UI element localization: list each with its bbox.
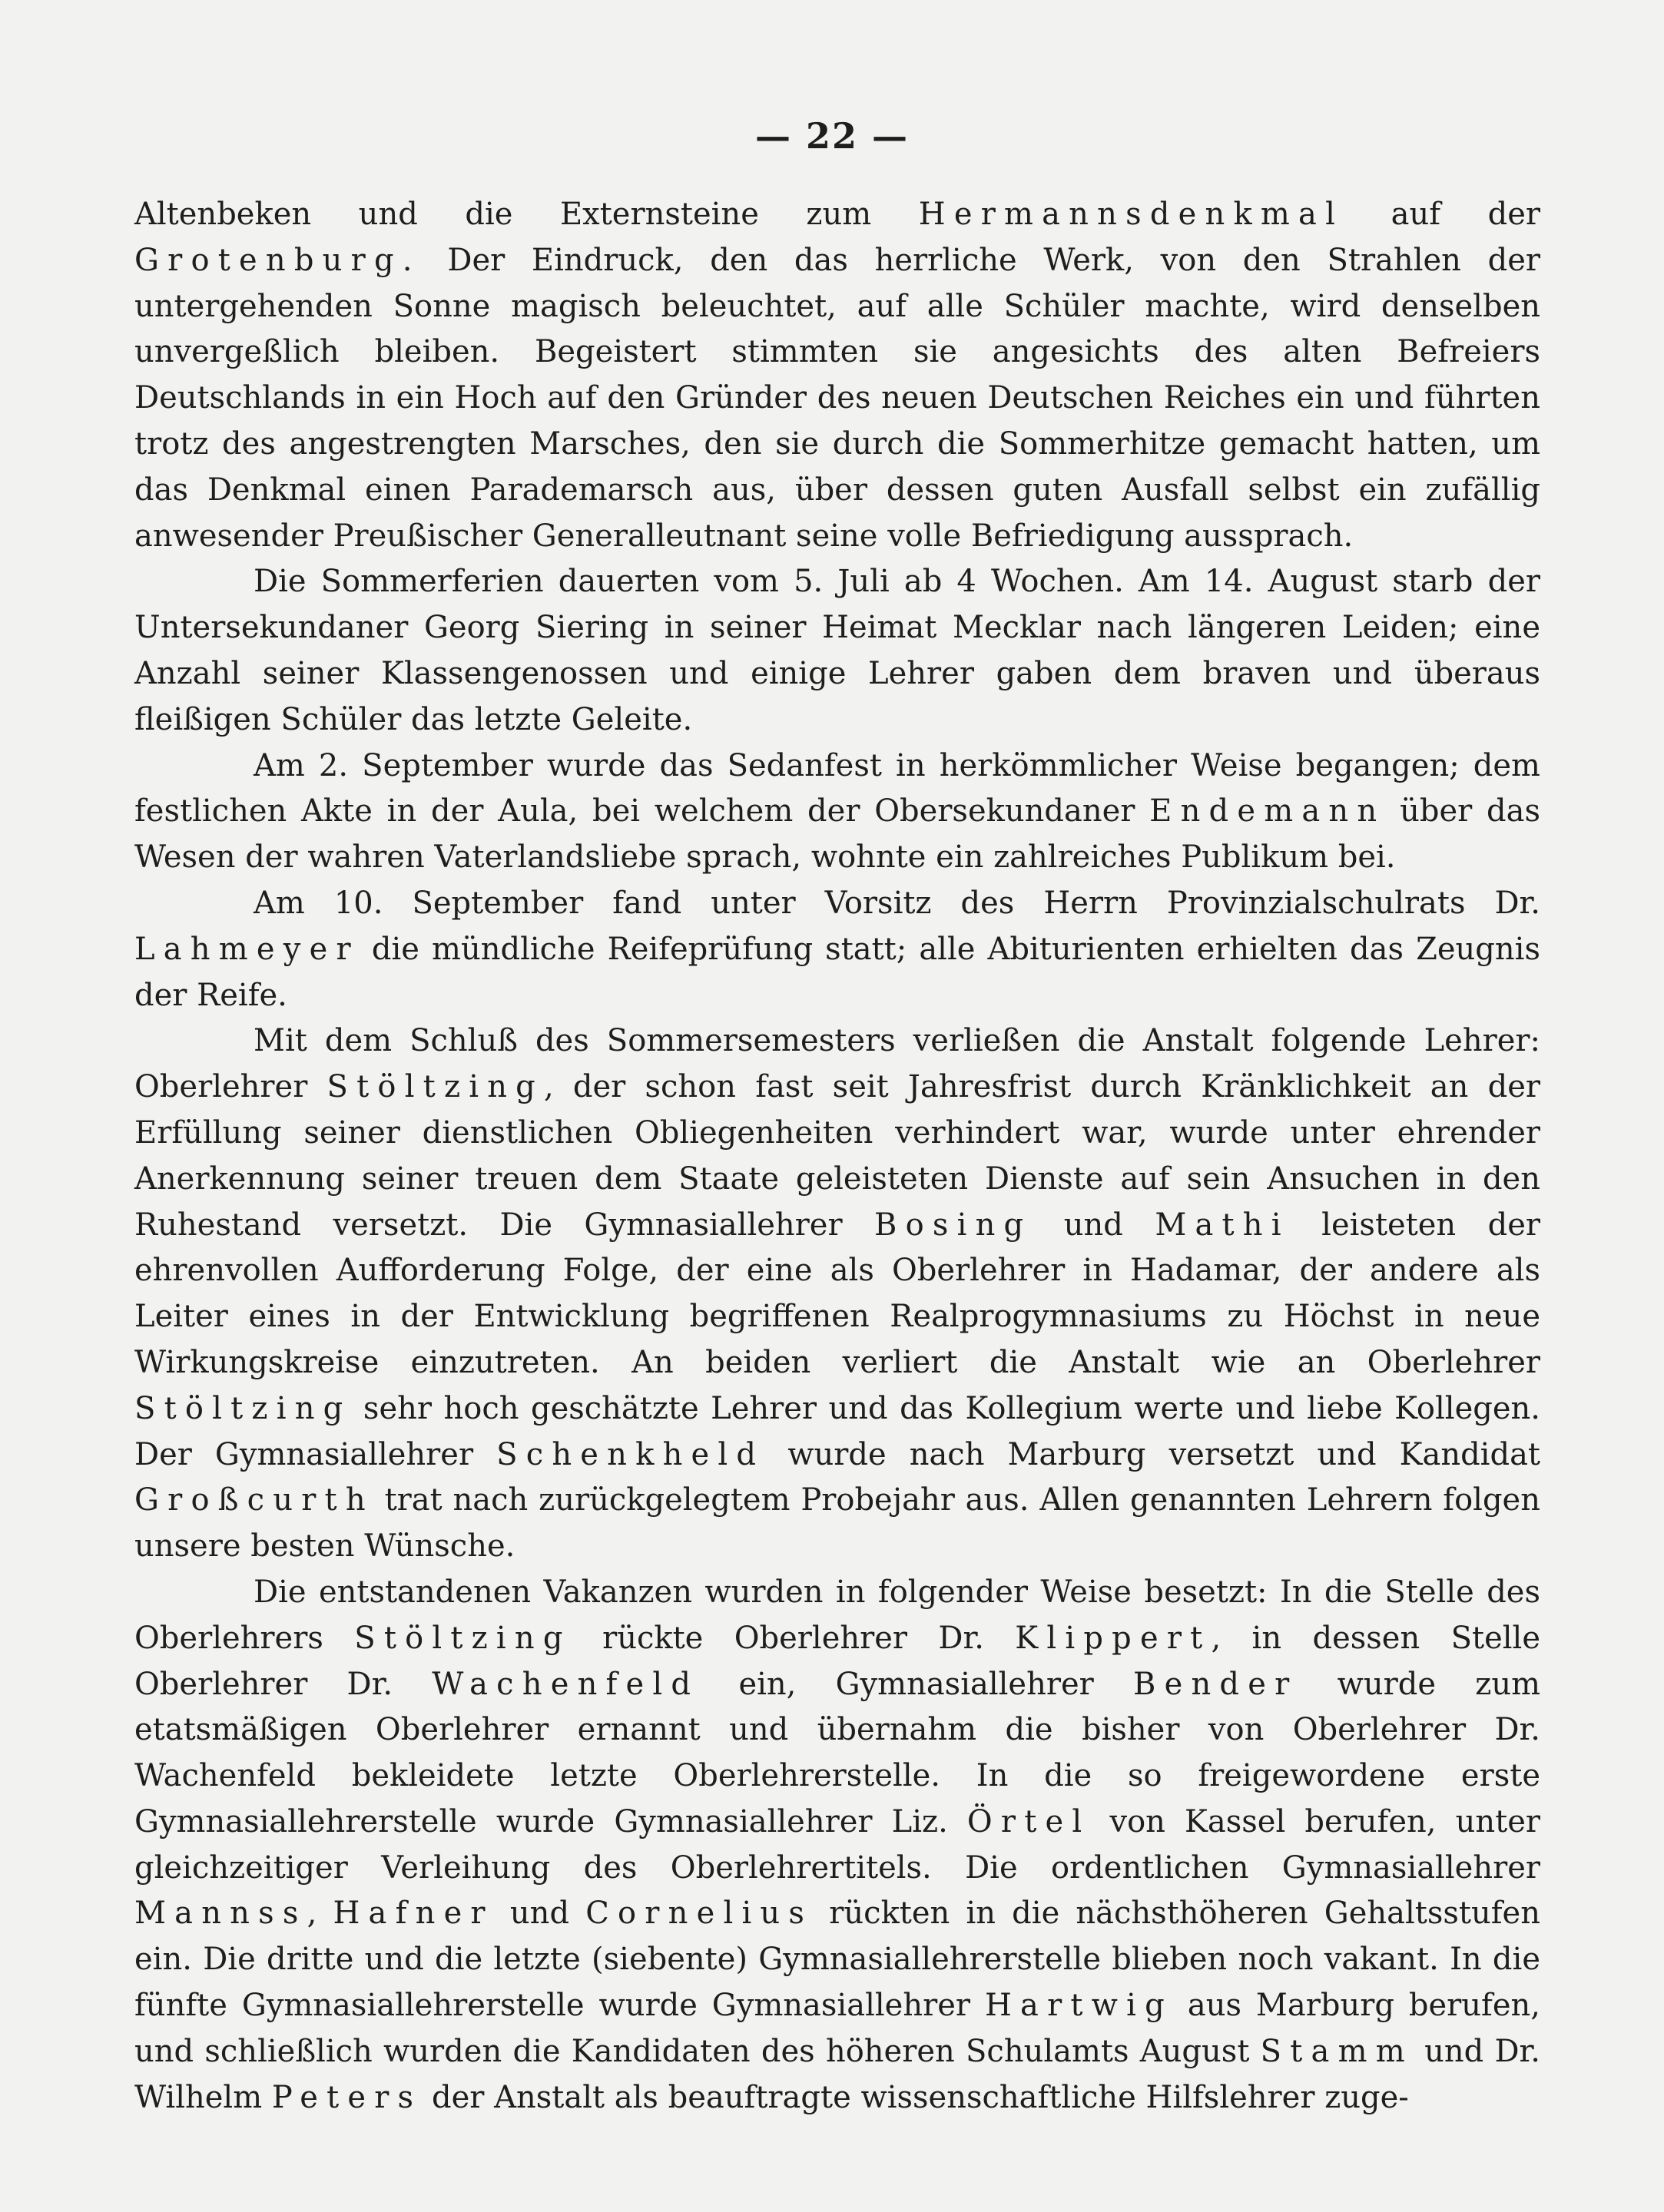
spaced-name: Bosing	[874, 1207, 1033, 1243]
text-run: Die entstandenen Vakanzen wurden in folgender Weise besetzt: In die Stelle des Oberlehrers	[134, 1574, 1540, 1656]
text-run: Altenbeken und die Externsteine zum	[134, 197, 919, 232]
spaced-name: Hafner	[333, 1896, 494, 1932]
spaced-name: Grotenburg.	[134, 242, 421, 278]
text-run: von Kassel berufen, unter gleichzeitiger Verleihung des Oberlehrertitels. Die ordentlichen Gymnasiallehrer	[134, 1803, 1540, 1886]
text-run: ein, Gymnasiallehrer	[699, 1666, 1133, 1702]
text-run: der Anstalt als beauftragte wissenschaftliche Hilfslehrer zuge-	[422, 2079, 1409, 2115]
paragraph	[134, 743, 1540, 881]
spaced-name: Stöltzing	[354, 1620, 572, 1656]
paragraph	[134, 1018, 1540, 1570]
page-number: — 22 —	[754, 115, 910, 157]
paragraph	[134, 559, 1540, 743]
text-run: über das Wesen der wahren Vaterlandsliebe sprach, wohnte ein zahlreiches Publikum bei.	[134, 793, 1541, 876]
text-run: und Dr. Wilhelm	[134, 2033, 1540, 2115]
spaced-name: Peters	[271, 2079, 423, 2115]
text-run: leisteten der ehrenvollen Aufforderung Folge, der eine als Oberlehrer in Hadamar, der andere als Leiter eines in der Entwicklung begriffenen Realprogymnasiums zu Höchst in neue Wirkungskreise einzutreten. An beiden verliert die Anstalt wie an Oberlehrer	[134, 1207, 1540, 1380]
text-run: , in dessen Stelle Oberlehrer Dr.	[134, 1620, 1540, 1702]
spaced-name: Bender	[1133, 1666, 1298, 1702]
spaced-name: Endemann	[1149, 793, 1386, 830]
text-run: und	[493, 1896, 586, 1932]
text-run: Am 2. September wurde das Sedanfest in herkömmlicher Weise begangen; dem festlichen Akte in der Aula, bei welchem der Obersekundaner	[134, 747, 1540, 830]
spaced-name: Großcurth	[134, 1482, 374, 1518]
spaced-name: Lahmeyer	[134, 931, 360, 967]
spaced-name: Örtel	[966, 1803, 1091, 1839]
text-run: Die Sommerferien dauerten vom 5. Juli ab 4 Wochen. Am 14. August starb der Untersekundaner Georg Siering in seiner Heimat Mecklar nach längeren Leiden; eine Anzahl seiner Klassengenossen und einige Lehrer gaben dem braven und überaus fleißigen Schüler das letzte Geleite.	[134, 564, 1540, 737]
text-run: und	[1032, 1207, 1155, 1243]
text-run: Mit dem Schluß des Sommersemesters verließen die Anstalt folgende Lehrer: Oberlehrer	[134, 1023, 1540, 1105]
spaced-name: Klippert	[1015, 1620, 1212, 1656]
text-run: trat nach zurückgelegtem Probejahr aus. Allen genannten Lehrern folgen unsere besten Wünsche.	[134, 1482, 1540, 1565]
paragraph	[134, 881, 1540, 1018]
spaced-name: Mannss	[134, 1896, 307, 1932]
spaced-name: Mathi	[1155, 1207, 1290, 1243]
text-run: ,	[307, 1896, 333, 1932]
text-run: wurde zum etatsmäßigen Oberlehrer ernannt und übernahm die bisher von Oberlehrer Dr. Wachenfeld bekleidete letzte Oberlehrerstelle. In die so freigewordene erste Gymnasiallehrerstelle wurde Gymnasiallehrer Liz.	[134, 1666, 1541, 1839]
spaced-name: Stöltzing	[327, 1069, 544, 1105]
text-run: Der Eindruck, den das herrliche Werk, von den Strahlen der untergehenden Sonne magisch beleuchtet, auf alle Schüler machte, wird denselben unvergeßlich bleiben. Begeistert stimmten sie angesichts des alten Befreiers Deutschlands in ein Hoch auf den Gründer des neuen Deutschen Reiches ein und führten trotz des angestrengten Marsches, den sie durch die Sommerhitze gemacht hatten, um das Denkmal einen Parademarsch aus, über dessen guten Ausfall selbst ein zufällig anwesender Preußischer Generalleutnant seine volle Befriedigung aussprach.	[134, 242, 1540, 554]
spaced-name: Cornelius	[585, 1896, 814, 1932]
spaced-name: Hermannsdenkmal	[918, 197, 1344, 232]
text-run: rückte Oberlehrer Dr.	[571, 1620, 1016, 1656]
text-run: die mündliche Reifeprüfung statt; alle Abiturienten erhielten das Zeugnis der Reife.	[134, 931, 1540, 1013]
spaced-name: Stamm	[1260, 2033, 1414, 2069]
text-run: wurde nach Marburg versetzt und Kandidat	[764, 1436, 1541, 1472]
body-text	[134, 192, 1540, 2121]
spaced-name: Schenkheld	[496, 1436, 765, 1472]
text-run: , der schon fast seit Jahresfrist durch Kränklichkeit an der Erfüllung seiner dienstlichen Obliegenheiten verhindert war, wurde unter ehrender Anerkennung seiner treuen dem Staate geleisteten Dienste auf sein Ansuchen in den Ruhestand versetzt. Die Gymnasiallehrer	[134, 1069, 1541, 1243]
text-run: Am 10. September fand unter Vorsitz des Herrn Provinzialschulrats Dr.	[254, 885, 1540, 921]
text-run: sehr hoch geschätzte Lehrer und das Kollegium werte und liebe Kollegen. Der Gymnasiallehrer	[134, 1390, 1540, 1472]
spaced-name: Stöltzing	[134, 1390, 352, 1426]
text-run: auf der	[1344, 197, 1541, 232]
text-run: rückten in die nächsthöheren Gehaltsstufen ein. Die dritte und die letzte (siebente) Gymnasiallehrerstelle blieben noch vakant. In die fünfte Gymnasiallehrerstelle wurde Gymnasiallehrer	[134, 1896, 1540, 2024]
paragraph	[134, 192, 1540, 559]
text-run: aus Marburg berufen, und schließlich wurden die Kandidaten des höheren Schulamts August	[134, 1988, 1540, 2069]
paragraph	[134, 1570, 1540, 2121]
spaced-name: Hartwig	[984, 1988, 1173, 2024]
spaced-name: Wachenfeld	[432, 1666, 700, 1702]
